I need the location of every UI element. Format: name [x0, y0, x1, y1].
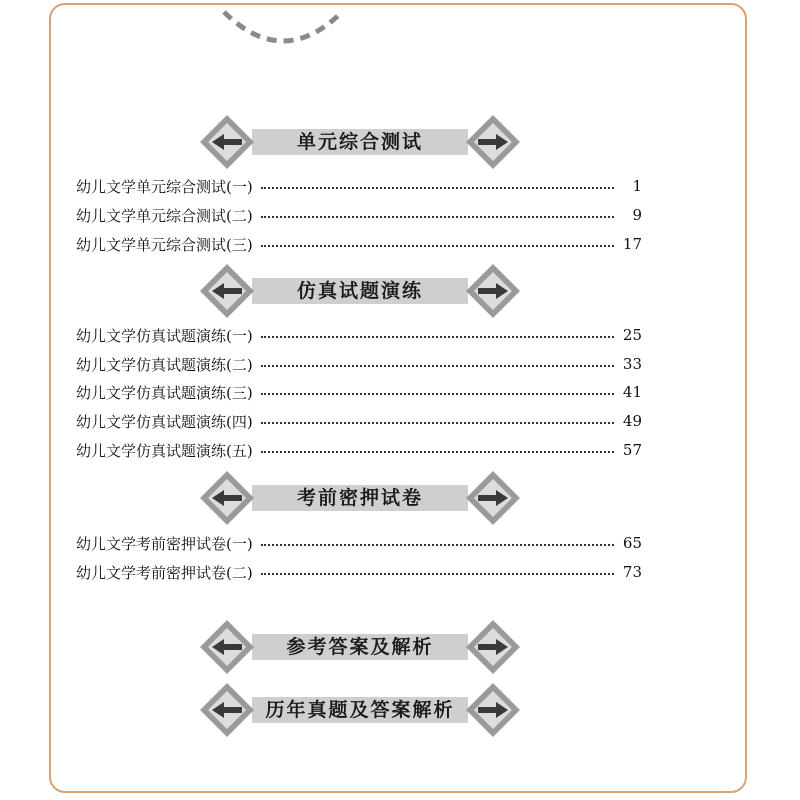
section-title: 考前密押试卷 [296, 487, 423, 509]
toc-entry-title: 幼儿文学仿真试题演练(四) [76, 412, 253, 431]
section-banner-mock-exam[interactable] [200, 264, 520, 318]
toc-entry-page: 57 [622, 441, 642, 459]
toc-entry-page: 41 [622, 383, 642, 401]
section-banner-unit-test[interactable] [200, 115, 520, 169]
toc-entry[interactable] [76, 531, 642, 555]
dot-leader [261, 544, 614, 546]
toc-entry[interactable] [76, 560, 642, 584]
toc-entry[interactable] [76, 232, 642, 256]
section-banner-answers[interactable] [200, 620, 520, 674]
section-title: 历年真题及答案解析 [265, 699, 455, 721]
toc-entry-page: 65 [622, 534, 642, 552]
dot-leader [261, 336, 614, 338]
dashed-arc-decoration [218, 0, 348, 52]
section-title: 仿真试题演练 [296, 280, 423, 302]
toc-entry[interactable] [76, 380, 642, 404]
toc-entry[interactable] [76, 174, 642, 198]
toc-entry-title: 幼儿文学仿真试题演练(二) [76, 355, 253, 374]
dot-leader [261, 422, 614, 424]
toc-entry-title: 幼儿文学单元综合测试(三) [76, 235, 253, 254]
dot-leader [261, 216, 614, 218]
dot-leader [261, 245, 614, 247]
toc-entry-title: 幼儿文学考前密押试卷(二) [76, 563, 253, 582]
toc-entry[interactable] [76, 203, 642, 227]
toc-entry-title: 幼儿文学仿真试题演练(一) [76, 326, 253, 345]
section-title: 参考答案及解析 [286, 636, 434, 658]
toc-entry[interactable] [76, 438, 642, 462]
section-title: 单元综合测试 [296, 131, 423, 153]
toc-entry[interactable] [76, 409, 642, 433]
dot-leader [261, 187, 614, 189]
toc-entry-page: 9 [632, 206, 642, 224]
toc-entry-page: 49 [622, 412, 642, 430]
toc-entry-page: 33 [622, 355, 642, 373]
section-banner-final-exam[interactable] [200, 471, 520, 525]
dot-leader [261, 393, 614, 395]
section-banner-past-exams[interactable] [200, 683, 520, 737]
toc-entry[interactable] [76, 352, 642, 376]
toc-entry-title: 幼儿文学仿真试题演练(五) [76, 441, 253, 460]
toc-entry-title: 幼儿文学仿真试题演练(三) [76, 383, 253, 402]
toc-entry-title: 幼儿文学单元综合测试(二) [76, 206, 253, 225]
toc-entry[interactable] [76, 323, 642, 347]
dot-leader [261, 573, 614, 575]
dot-leader [261, 451, 614, 453]
toc-entry-page: 25 [622, 326, 642, 344]
toc-entry-page: 17 [622, 235, 642, 253]
dot-leader [261, 365, 614, 367]
toc-entry-title: 幼儿文学考前密押试卷(一) [76, 534, 253, 553]
toc-entry-page: 1 [632, 177, 642, 195]
toc-entry-title: 幼儿文学单元综合测试(一) [76, 177, 253, 196]
toc-entry-page: 73 [622, 563, 642, 581]
